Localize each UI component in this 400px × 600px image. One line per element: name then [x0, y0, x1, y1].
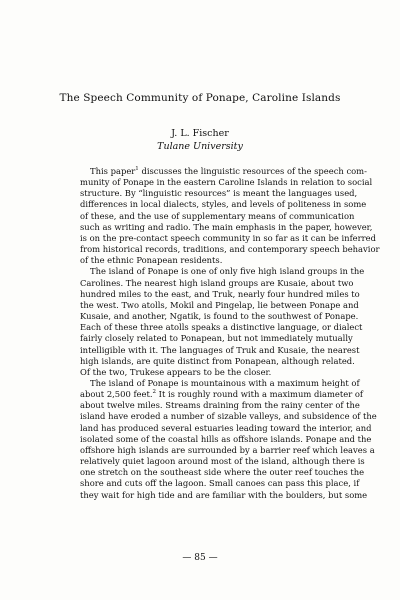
body-line: isolated some of the coastal hills as offshore islands. Ponape and the [80, 433, 372, 444]
body-line: munity of Ponape in the eastern Caroline Islands in relation to social [80, 177, 373, 188]
body-line: one stretch on the southeast side where the outer reef touches the [80, 467, 365, 478]
body-line: intelligible with it. The languages of Truk and Kusaie, the nearest [80, 344, 360, 355]
body-line: such as writing and radio. The main emphasis in the paper, however, [80, 221, 373, 232]
body-line: the west. Two atolls, Mokil and Pingelap, lie between Ponape and [80, 299, 359, 310]
body-line: differences in local dialects, styles, and levels of politeness in some [80, 199, 367, 210]
body-line: structure. By “linguistic resources” is meant the languages used, [80, 188, 358, 199]
body-line: from historical records, traditions, and contemporary speech behavior [80, 244, 380, 255]
page-number: — 85 — [182, 553, 218, 563]
body-line: Carolines. The nearest high island groups are Kusaie, about two [80, 277, 354, 288]
body-line: The island of Ponape is one of only five high island groups in the [90, 266, 365, 277]
body-line: hundred miles to the east, and Truk, nearly four hundred miles to [80, 288, 360, 299]
author-affiliation: Tulane University [157, 141, 243, 152]
body-line: Of the two, Trukese appears to be the closer. [80, 366, 272, 377]
footnote-marker: 2 [152, 389, 156, 396]
author-name: J. L. Fischer [171, 128, 229, 139]
body-line: Kusaie, and another, Ngatik, is found to the southwest of Ponape. [80, 311, 359, 322]
body-line: shore and cuts off the lagoon. Small canoes can pass this place, if [80, 478, 360, 489]
footnote-marker: 1 [135, 166, 139, 173]
body-line: The island of Ponape is mountainous with a maximum height of [90, 377, 360, 388]
body-line: This paper$^1$ discusses the linguistic resources of the speech com- [90, 166, 367, 176]
body-text [80, 166, 380, 501]
body-line: relatively quiet lagoon around most of the island, although there is [80, 456, 365, 467]
body-line: about twelve miles. Streams draining from the rainy center of the [80, 400, 360, 411]
body-line: is on the pre-contact speech community in so far as it can be inferred [80, 232, 376, 243]
body-line: about 2,500 feet.$^2$ It is roughly round with a maximum diameter of [80, 389, 364, 400]
body-line: of these, and the use of supplementary means of communication [80, 210, 355, 221]
article-title: The Speech Community of Ponape, Caroline Islands [59, 92, 341, 104]
body-line: offshore high islands are surrounded by a barrier reef which leaves a [80, 444, 375, 455]
body-line: land has produced several estuaries leading toward the interior, and [80, 422, 372, 433]
body-line: high islands, are quite distinct from Ponapean, although related. [80, 355, 355, 366]
body-line: Each of these three atolls speaks a distinctive language, or dialect [80, 322, 363, 333]
body-line: they wait for high tide and are familiar with the boulders, but some [80, 489, 368, 500]
body-line: island have eroded a number of sizable valleys, and subsidence of the [80, 411, 377, 422]
body-line: of the ethnic Ponapean residents. [80, 255, 223, 266]
body-line: fairly closely related to Ponapean, but not immediately mutually [80, 333, 353, 344]
